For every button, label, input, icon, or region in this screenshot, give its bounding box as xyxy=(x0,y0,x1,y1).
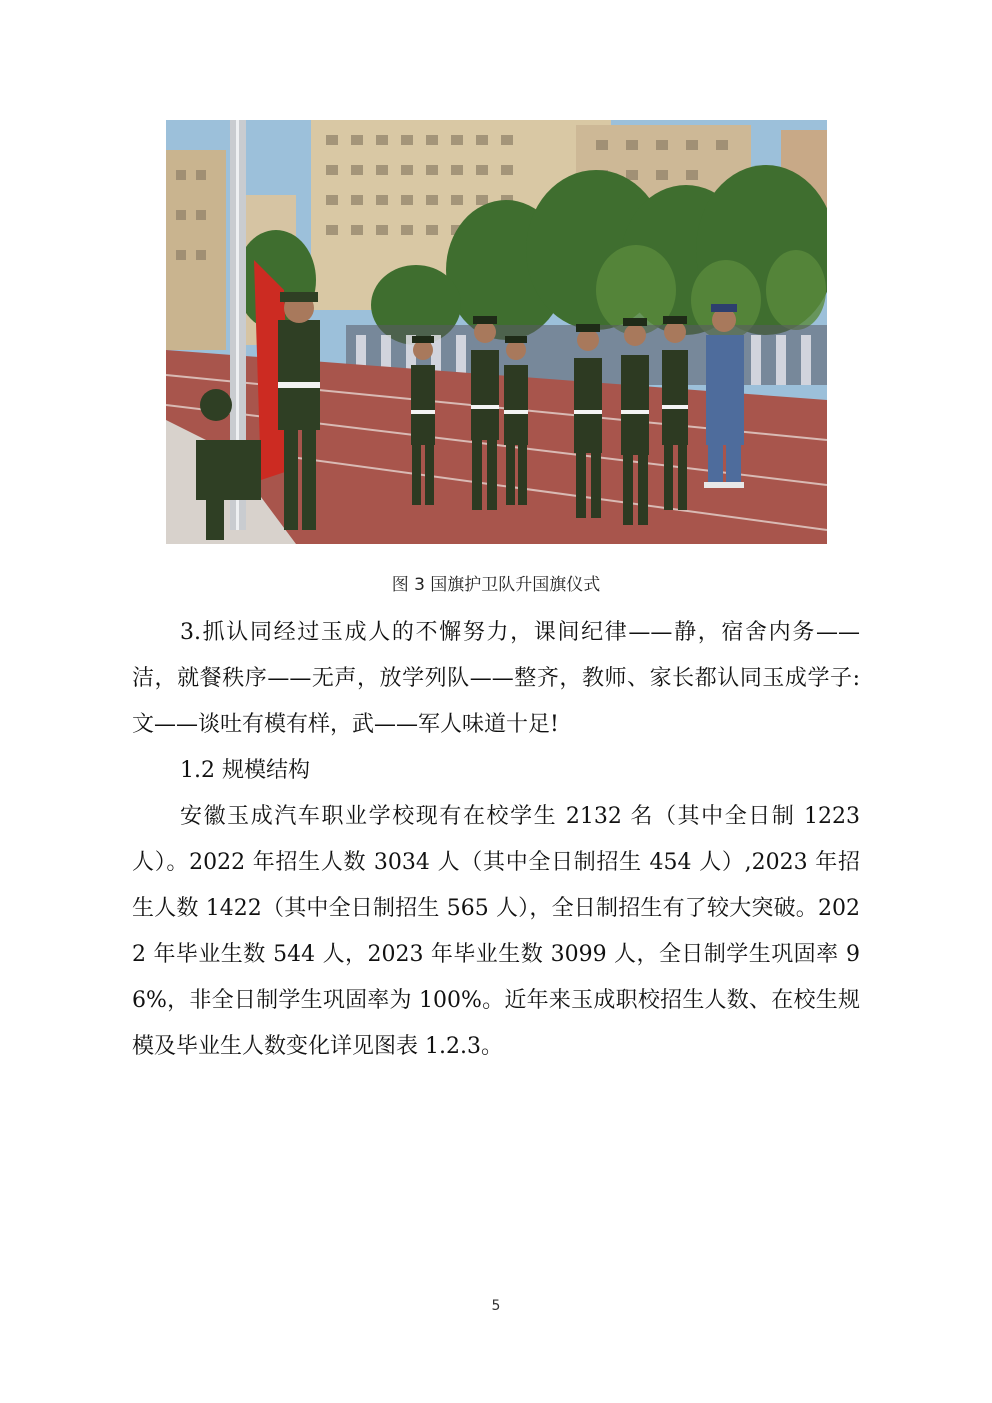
flag-raising-illustration xyxy=(166,120,827,544)
page-number: 5 xyxy=(491,1298,501,1314)
paragraph-recognition: 3.抓认同经过玉成人的不懈努力，课间纪律——静，宿舍内务——洁，就餐秩序——无声，放学列队——整齐，教师、家长都认同玉成学子:文——谈吐有模有样，武——军人味道十足! xyxy=(132,620,860,737)
paragraph-scale-structure: 安徽玉成汽车职业学校现有在校学生 2132 名（其中全日制 1223 人）。2022 年招生人数 3034 人（其中全日制招生 454 人）,2023 年招生人数 1422（其中全日制招生 565 人），全日制招生有了较大突破。2022 年毕业生数 544 人，2023 年毕业生数 3099 人，全日制学生巩固率 96%，非全日制学生巩固率为 100%。近年来玉成职校招生人数、在校生规模及毕业生人数变化详见图表 1.2.3。 xyxy=(132,804,860,1059)
section-heading-scale-structure: 1.2 规模结构 xyxy=(180,758,310,783)
flag-raising-photo xyxy=(166,120,827,544)
figure-caption: 图 3 国旗护卫队升国旗仪式 xyxy=(391,575,601,595)
